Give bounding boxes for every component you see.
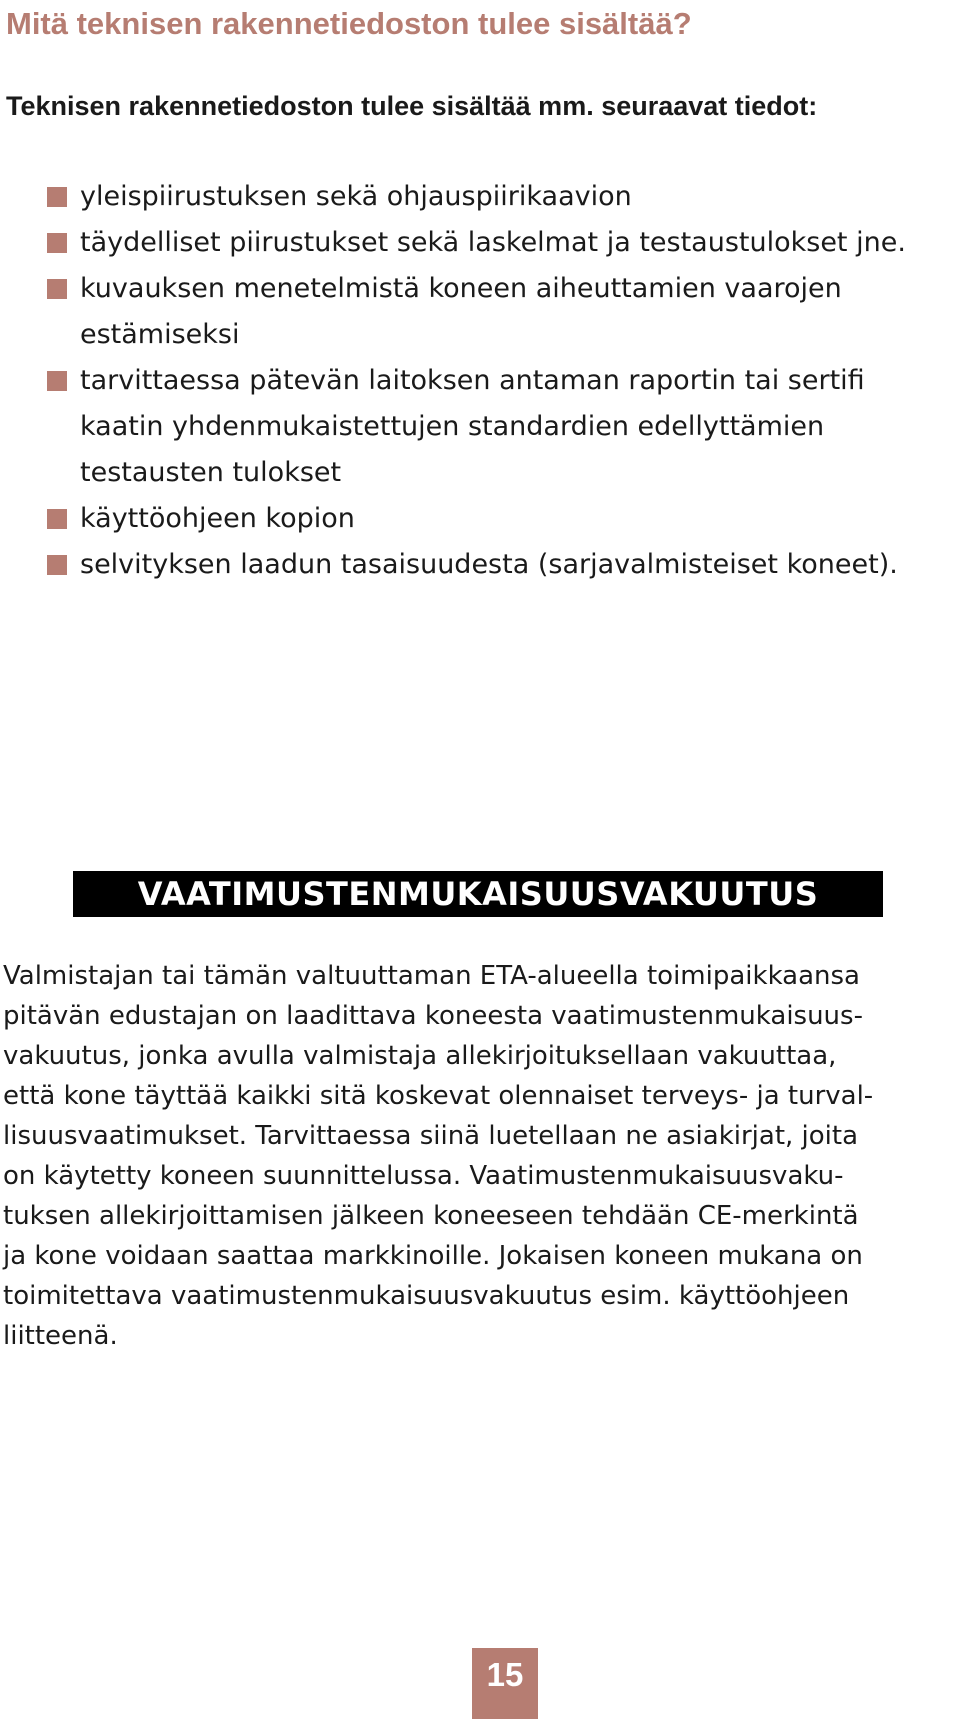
list-item (47, 358, 947, 496)
list-item-text: kaatin yhdenmukaistettujen standardien edellyttämien (80, 411, 825, 442)
square-bullet-icon (47, 279, 67, 299)
body-line: vakuutus, jonka avulla valmistaja allekirjoituksellaan vakuuttaa, (3, 1041, 837, 1071)
page-number-box (472, 1648, 538, 1719)
square-bullet-icon (47, 233, 67, 253)
section-title: VAATIMUSTENMUKAISUUSVAKUUTUS (137, 875, 819, 913)
body-line: toimitettava vaatimustenmukaisuusvakuutus esim. käyttöohjeen (3, 1281, 850, 1311)
list-item (47, 496, 947, 542)
list-item (47, 266, 947, 358)
list-item-text: testausten tulokset (80, 457, 342, 488)
list-item (47, 220, 947, 266)
list-item-text: kuvauksen menetelmistä koneen aiheuttamien vaarojen (80, 273, 842, 304)
list-item-text: käyttöohjeen kopion (80, 503, 355, 534)
square-bullet-icon (47, 555, 67, 575)
body-line: Valmistajan tai tämän valtuuttaman ETA-alueella toimipaikkaansa (3, 961, 860, 991)
list-item-text: yleispiirustuksen sekä ohjauspiirikaavion (80, 181, 632, 212)
body-line: pitävän edustajan on laadittava koneesta vaatimustenmukaisuus- (3, 1001, 863, 1031)
list-item-text: estämiseksi (80, 319, 240, 350)
page-number: 15 (486, 1656, 524, 1693)
list-item-text: selvityksen laadun tasaisuudesta (sarjavalmisteiset koneet). (80, 549, 898, 580)
body-line: lisuusvaatimukset. Tarvittaessa siinä luetellaan ne asiakirjat, joita (3, 1121, 859, 1151)
body-line: ja kone voidaan saattaa markkinoille. Jokaisen koneen mukana on (3, 1241, 863, 1271)
list-item (47, 542, 947, 588)
body-line: liitteenä. (3, 1321, 118, 1351)
body-line: että kone täyttää kaikki sitä koskevat olennaiset terveys- ja turval- (3, 1081, 874, 1111)
section-title-bar (73, 871, 883, 917)
square-bullet-icon (47, 371, 67, 391)
page-heading: Mitä teknisen rakennetiedoston tulee sisältää? (6, 6, 692, 41)
body-line: tuksen allekirjoittamisen jälkeen koneeseen tehdään CE-merkintä (3, 1201, 859, 1231)
body-line: on käytetty koneen suunnittelussa. Vaatimustenmukaisuusvaku- (3, 1161, 844, 1191)
intro-text: Teknisen rakennetiedoston tulee sisältää mm. seuraavat tiedot: (6, 91, 818, 121)
body-paragraph (3, 956, 960, 1356)
list-item (47, 174, 947, 220)
list-item-text: täydelliset piirustukset sekä laskelmat ja testaustulokset jne. (80, 227, 906, 258)
list-item-text: tarvittaessa pätevän laitoksen antaman raportin tai sertifi (80, 365, 865, 396)
requirements-list (47, 174, 947, 588)
square-bullet-icon (47, 509, 67, 529)
square-bullet-icon (47, 187, 67, 207)
